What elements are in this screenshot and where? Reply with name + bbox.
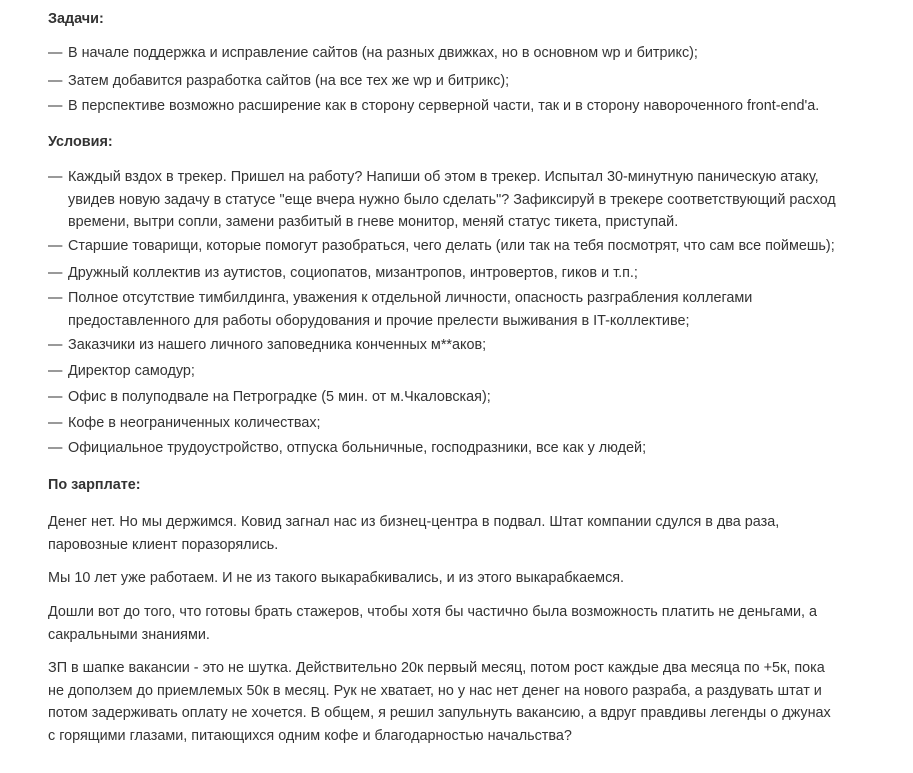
conditions-item-text: Офис в полуподвале на Петроградке (5 мин. от м.Чкаловская); xyxy=(68,389,491,405)
list-dash: — xyxy=(48,415,63,431)
list-dash: — xyxy=(48,363,63,379)
list-dash: — xyxy=(48,440,63,456)
conditions-list-item xyxy=(48,412,908,435)
conditions-list-item xyxy=(48,360,908,383)
list-dash: — xyxy=(48,337,63,353)
list-dash: — xyxy=(48,45,63,61)
tasks-list-item xyxy=(48,42,908,65)
tasks-list-item xyxy=(48,70,908,93)
list-dash: — xyxy=(48,389,63,405)
salary-paragraph: Мы 10 лет уже работаем. И не из такого выкарабкивались, и из этого выкарабкаемся. xyxy=(48,570,625,586)
conditions-item-text: Официальное трудоустройство, отпуска больничные, господразники, все как у людей; xyxy=(68,440,647,456)
conditions-item-text: Каждый вздох в трекер. Пришел на работу? Напиши об этом в трекер. Испытал 30-минутную паническую атаку, увидев новую задачу в статусе "еще вчера нужно было сделать"? Зафиксируй в трекере соответствующий расход времени, вытри сопли, замени разбитый в гневе монитор, меняй статус тикета, приступай. xyxy=(68,169,836,230)
salary-paragraph: Денег нет. Но мы держимся. Ковид загнал нас из бизнец-центра в подвал. Штат компании сдулся в два раза, паровозные клиент поразорялись. xyxy=(48,514,780,553)
salary-heading: По зарплате: xyxy=(48,477,141,493)
conditions-list-item xyxy=(48,166,908,234)
conditions-list-item xyxy=(48,437,908,460)
salary-paragraph: Дошли вот до того, что готовы брать стажеров, чтобы хотя бы частично была возможность платить не деньгами, а сакральными знаниями. xyxy=(48,604,818,643)
list-dash: — xyxy=(48,238,63,254)
tasks-heading: Задачи: xyxy=(48,11,104,27)
conditions-list-item xyxy=(48,262,908,285)
list-dash: — xyxy=(48,98,63,114)
conditions-item-text: Кофе в неограниченных количествах; xyxy=(68,415,321,431)
list-dash: — xyxy=(48,169,63,185)
conditions-item-text: Заказчики из нашего личного заповедника конченных м**аков; xyxy=(68,337,487,353)
conditions-item-text: Старшие товарищи, которые помогут разобраться, чего делать (или так на тебя посмотрят, что сам все поймешь); xyxy=(68,238,835,254)
tasks-item-text: В начале поддержка и исправление сайтов (на разных движках, но в основном wp и битрикс); xyxy=(68,45,698,61)
conditions-list-item xyxy=(48,235,908,258)
conditions-item-text: Дружный коллектив из аутистов, социопатов, мизантропов, интровертов, гиков и т.п.; xyxy=(68,265,638,281)
tasks-item-text: В перспективе возможно расширение как в сторону серверной части, так и в сторону навороченного front-end'а. xyxy=(68,98,820,114)
conditions-list-item xyxy=(48,334,908,357)
tasks-list-item xyxy=(48,95,908,118)
list-dash: — xyxy=(48,290,63,306)
tasks-item-text: Затем добавится разработка сайтов (на все тех же wp и битрикс); xyxy=(68,73,510,89)
conditions-list-item xyxy=(48,287,908,332)
conditions-list-item xyxy=(48,386,908,409)
list-dash: — xyxy=(48,73,63,89)
conditions-heading: Условия: xyxy=(48,134,113,150)
conditions-item-text: Директор самодур; xyxy=(68,363,195,379)
list-dash: — xyxy=(48,265,63,281)
conditions-item-text: Полное отсутствие тимбилдинга, уважения к отдельной личности, опасность разграбления коллегами предоставленного для работы оборудования и прочие прелести выживания в IT-коллективе; xyxy=(68,290,753,329)
salary-paragraph: ЗП в шапке вакансии - это не шутка. Действительно 20к первый месяц, потом рост каждые два месяца по +5к, пока не доползем до приемлемых 50к в месяц. Рук не хватает, но у нас нет денег на нового разраба, а раздувать штат и потом задерживать оплату не хочется. В общем, я решил запульнуть вакансию, а вдруг правдивы легенды о джунах с горящими глазами, питающихся одним кофе и благодарностью начальства? xyxy=(48,660,831,744)
